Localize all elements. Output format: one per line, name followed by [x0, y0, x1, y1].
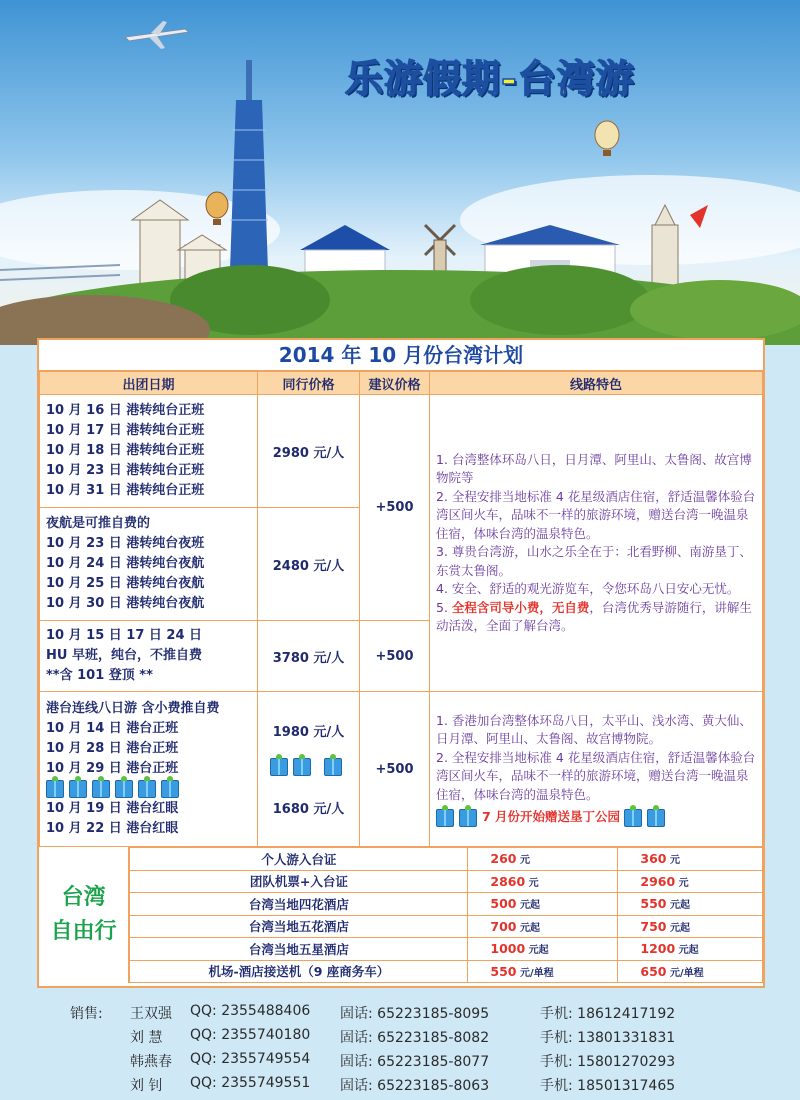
sales-label: 销售:	[70, 1006, 103, 1022]
free-item: 台湾当地四花酒店	[130, 893, 468, 916]
gift-icon	[69, 780, 87, 798]
contact-qq: QQ: 2355740180	[190, 1027, 311, 1043]
route-features: 1. 台湾整体环岛八日，日月潭、阿里山、太鲁阁、故宫博物院等 2. 全程安排当地标准 4 花星级酒店住宿，舒适温馨体验台湾区间火车，品味不一样的旅游环境，赠送台湾一晚温泉住宿，体味台湾的温泉特色。 3. 尊贵台湾游，山水之乐全在于：北看野柳、南游垦丁、东赏太鲁阁。 4. 安全、舒适的观光游览车，令您环岛八日安心无忧。 5. 全程含司导小费，无自费，台湾优秀导游随行，讲解生动活泼，全面了解台湾。	[430, 395, 763, 692]
gift-icon	[647, 809, 665, 827]
gift-icons	[259, 758, 358, 776]
contact-mobile: 手机: 15801270293	[540, 1054, 676, 1070]
peer-price: 2480 元/人	[258, 508, 360, 621]
table-row	[130, 870, 763, 893]
contact-mobile: 手机: 18501317465	[540, 1078, 676, 1094]
free-item: 个人游入台证	[130, 848, 468, 871]
suggest-price: +500	[360, 692, 430, 847]
date-list: 10 月 16 日 港转纯台正班 10 月 17 日 港转纯台正班 10 月 18 日 港转纯台正班 10 月 23 日 港转纯台正班 10 月 31 日 港转纯台正班	[40, 395, 258, 508]
gift-icon	[436, 809, 454, 827]
price-standard: 700 元起	[468, 915, 618, 938]
windmill-icon	[425, 225, 455, 275]
contact-mobile: 手机: 18612417192	[540, 1006, 676, 1022]
gift-icon	[46, 780, 64, 798]
contact-name: 刘 慧	[130, 1030, 163, 1046]
tour-plan-card	[37, 338, 765, 988]
hero-title: 乐游假期-台湾游	[345, 56, 635, 101]
table-row	[40, 395, 763, 508]
header-peer-price: 同行价格	[258, 372, 360, 395]
contact-footer	[0, 995, 800, 1100]
free-travel-section	[39, 847, 763, 983]
contact-tel: 固话: 65223185-8063	[340, 1078, 490, 1094]
page-title: 2014 年 10 月份台湾计划	[39, 340, 763, 371]
peer-price: 2980 元/人	[258, 395, 360, 508]
free-travel-table	[129, 847, 763, 983]
contact-name: 韩燕春	[130, 1054, 172, 1070]
contact-tel: 固话: 65223185-8082	[340, 1030, 490, 1046]
table-row	[130, 848, 763, 871]
peer-price: 3780 元/人	[258, 621, 360, 692]
contact-qq: QQ: 2355749551	[190, 1075, 311, 1091]
price-standard: 260 元	[468, 848, 618, 871]
header-features: 线路特色	[430, 372, 763, 395]
contact-qq: QQ: 2355749554	[190, 1051, 311, 1067]
price-peak: 750 元起	[618, 915, 763, 938]
table-row	[130, 938, 763, 961]
price-peak: 2960 元	[618, 870, 763, 893]
contact-tel: 固话: 65223185-8095	[340, 1006, 490, 1022]
date-list: 10 月 15 日 17 日 24 日 HU 早班，纯台，不推自费 **含 101 登顶 **	[40, 621, 258, 692]
hero-banner	[0, 0, 800, 345]
table-row	[130, 915, 763, 938]
peer-price: 1980 元/人 1680 元/人	[258, 692, 360, 847]
suggest-price: +500	[360, 395, 430, 621]
gift-icon	[459, 809, 477, 827]
route-features: 1. 香港加台湾整体环岛八日，太平山、浅水湾、黄大仙、日月潭、阿里山、太鲁阁、故宫博物院。 2. 全程安排当地标准 4 花星级酒店住宿，舒适温馨体验台湾区间火车，品味不一样的旅游环境，赠送台湾一晚温泉住宿，体味台湾的温泉特色。 7 月份开始赠送垦丁公园	[430, 692, 763, 847]
price-peak: 1200 元起	[618, 938, 763, 961]
gift-icon	[324, 758, 342, 776]
price-standard: 2860 元	[468, 870, 618, 893]
taipei-101-tower	[230, 60, 268, 270]
free-travel-label: 台湾 自由行	[39, 847, 129, 983]
gift-icon	[293, 758, 311, 776]
header-date: 出团日期	[40, 372, 258, 395]
header-suggest-price: 建议价格	[360, 372, 430, 395]
tour-plan-table	[39, 371, 763, 847]
gift-icon	[624, 809, 642, 827]
gift-icon	[115, 780, 133, 798]
free-item: 团队机票+入台证	[130, 870, 468, 893]
free-item: 机场-酒店接送机（9 座商务车）	[130, 960, 468, 983]
gift-icon	[161, 780, 179, 798]
hot-air-balloon-icon	[595, 121, 619, 156]
price-peak: 550 元起	[618, 893, 763, 916]
contact-name: 刘 钊	[130, 1078, 163, 1094]
date-list: 港台连线八日游 含小费推自费 10 月 14 日 港台正班 10 月 28 日 港台正班 10 月 29 日 港台正班 10 月 19 日 港台红眼 10 月 22 日 港台红眼	[40, 692, 258, 847]
table-row	[130, 960, 763, 983]
price-standard: 500 元起	[468, 893, 618, 916]
airplane-icon	[125, 21, 189, 49]
table-header-row	[40, 372, 763, 395]
contact-name: 王双强	[130, 1006, 172, 1022]
table-row	[130, 893, 763, 916]
gift-icon	[92, 780, 110, 798]
gift-icons	[46, 779, 251, 799]
free-item: 台湾当地五花酒店	[130, 915, 468, 938]
date-list: 夜航是可推自费的 10 月 23 日 港转纯台夜班 10 月 24 日 港转纯台夜航 10 月 25 日 港转纯台夜航 10 月 30 日 港转纯台夜航	[40, 508, 258, 621]
price-standard: 550 元/单程	[468, 960, 618, 983]
contact-tel: 固话: 65223185-8077	[340, 1054, 490, 1070]
price-peak: 360 元	[618, 848, 763, 871]
promo-line: 7 月份开始赠送垦丁公园	[436, 808, 756, 827]
gift-icon	[270, 758, 288, 776]
contact-mobile: 手机: 13801331831	[540, 1030, 676, 1046]
suggest-price: +500	[360, 621, 430, 692]
contact-qq: QQ: 2355488406	[190, 1003, 311, 1019]
free-item: 台湾当地五星酒店	[130, 938, 468, 961]
table-row	[40, 692, 763, 847]
price-standard: 1000 元起	[468, 938, 618, 961]
price-peak: 650 元/单程	[618, 960, 763, 983]
gift-icon	[138, 780, 156, 798]
